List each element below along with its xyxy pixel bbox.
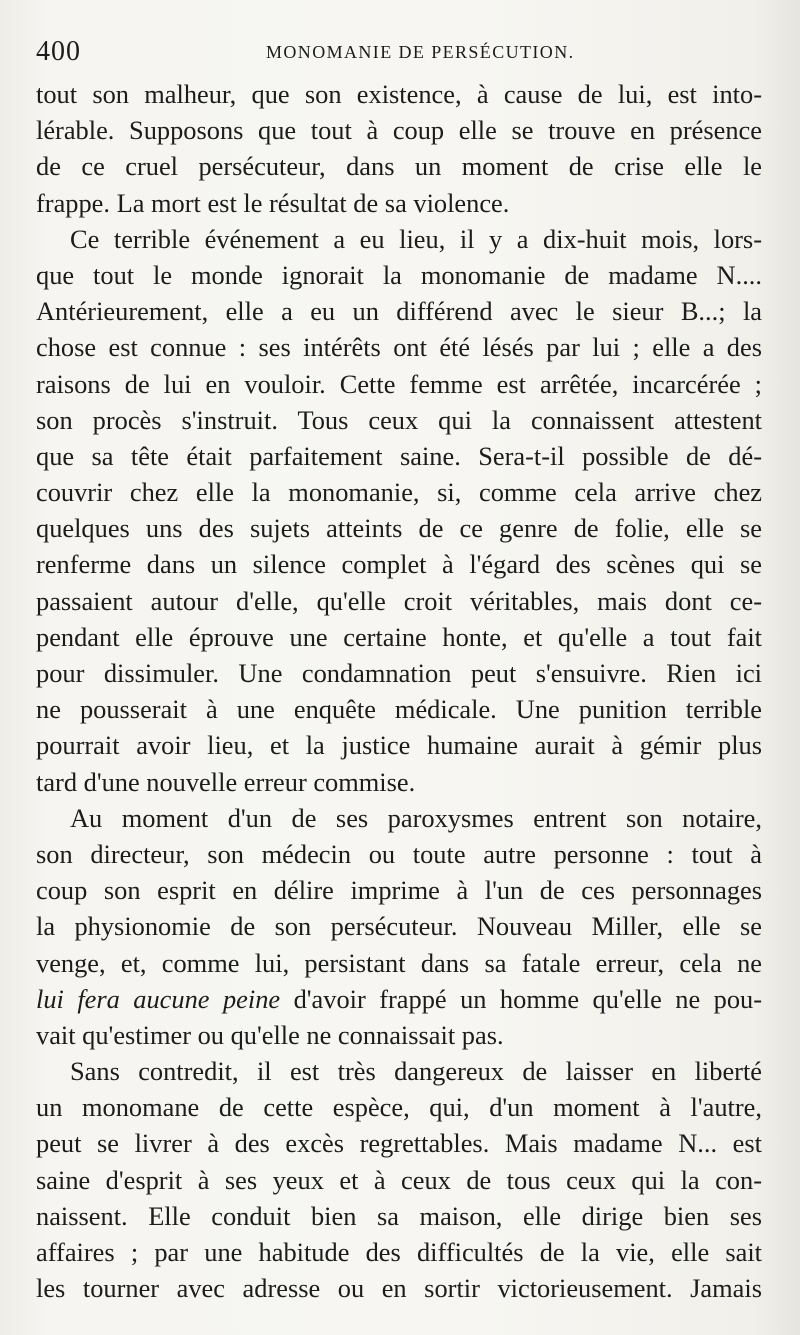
text-line: de ce cruel persécuteur, dans un moment de crise elle le: [36, 151, 762, 182]
italic-phrase: lui fera aucune peine: [36, 983, 281, 1014]
text-line: Sans contredit, il est très dangereux de laisser en liberté: [70, 1056, 762, 1087]
text-line-with-italic: [36, 981, 762, 1017]
text-line: passaient autour d'elle, qu'elle croit véritables, mais dont ce-: [36, 585, 762, 616]
text-line: naissent. Elle conduit bien sa maison, elle dirige bien ses: [36, 1200, 762, 1231]
text-line: venge, et, comme lui, persistant dans sa fatale erreur, cela ne: [36, 947, 762, 978]
text-line: pendant elle éprouve une certaine honte, et qu'elle a tout fait: [36, 621, 762, 652]
text-line: saine d'esprit à ses yeux et à ceux de tous ceux qui la con-: [36, 1164, 762, 1195]
text-line: que sa tête était parfaitement saine. Sera-t-il possible de dé-: [36, 440, 762, 471]
text-line: raisons de lui en vouloir. Cette femme est arrêtée, incarcérée ;: [36, 368, 762, 399]
text-line: vait qu'estimer ou qu'elle ne connaissait pas.: [36, 1019, 504, 1050]
text-line: lérable. Supposons que tout à coup elle se trouve en présence: [36, 115, 762, 146]
text-line: chose est connue : ses intérêts ont été lésés par lui ; elle a des: [36, 332, 762, 363]
page-header: [36, 30, 776, 74]
text-line: la physionomie de son persécuteur. Nouveau Miller, elle se: [36, 911, 762, 942]
running-title: MONOMANIE DE PERSÉCUTION.: [266, 42, 575, 62]
text-line: son directeur, son médecin ou toute autre personne : tout à: [36, 838, 762, 869]
text-line: tard d'une nouvelle erreur commise.: [36, 766, 416, 797]
text-line: frappe. La mort est le résultat de sa violence.: [36, 187, 510, 218]
text-line: affaires ; par une habitude des difficultés de la vie, elle sait: [36, 1237, 762, 1267]
text-line: Au moment d'un de ses paroxysmes entrent son notaire,: [70, 802, 762, 833]
text-line: peut se livrer à des excès regrettables. Mais madame N... est: [36, 1128, 762, 1159]
text-line: tout son malheur, que son existence, à cause de lui, est into-: [36, 79, 762, 109]
text-line: ne pousserait à une enquête médicale. Une punition terrible: [36, 694, 762, 725]
text-line: Ce terrible événement a eu lieu, il y a dix-huit mois, lors-: [70, 223, 762, 254]
page-number: 400: [36, 36, 81, 67]
text-line: que tout le monde ignorait la monomanie de madame N....: [36, 259, 762, 290]
text-line: pourrait avoir lieu, et la justice humaine aurait à gémir plus: [36, 730, 762, 761]
text-line: coup son esprit en délire imprime à l'un de ces personnages: [36, 875, 762, 906]
line-remainder: d'avoir frappé un homme qu'elle ne pou-: [280, 983, 762, 1014]
text-line: les tourner avec adresse ou en sortir victorieusement. Jamais: [36, 1273, 762, 1304]
text-line: quelques uns des sujets atteints de ce genre de folie, elle se: [36, 513, 762, 544]
text-line: un monomane de cette espèce, qui, d'un moment à l'autre,: [36, 1092, 762, 1123]
text-line: couvrir chez elle la monomanie, si, comme cela arrive chez: [36, 477, 762, 508]
text-line: son procès s'instruit. Tous ceux qui la connaissent attestent: [36, 404, 762, 435]
text-line: Antérieurement, elle a eu un différend avec le sieur B...; la: [36, 296, 762, 327]
body-text: [36, 76, 762, 1306]
text-line: pour dissimuler. Une condamnation peut s'ensuivre. Rien ici: [36, 658, 762, 688]
text-line: renferme dans un silence complet à l'égard des scènes qui se: [36, 549, 762, 580]
